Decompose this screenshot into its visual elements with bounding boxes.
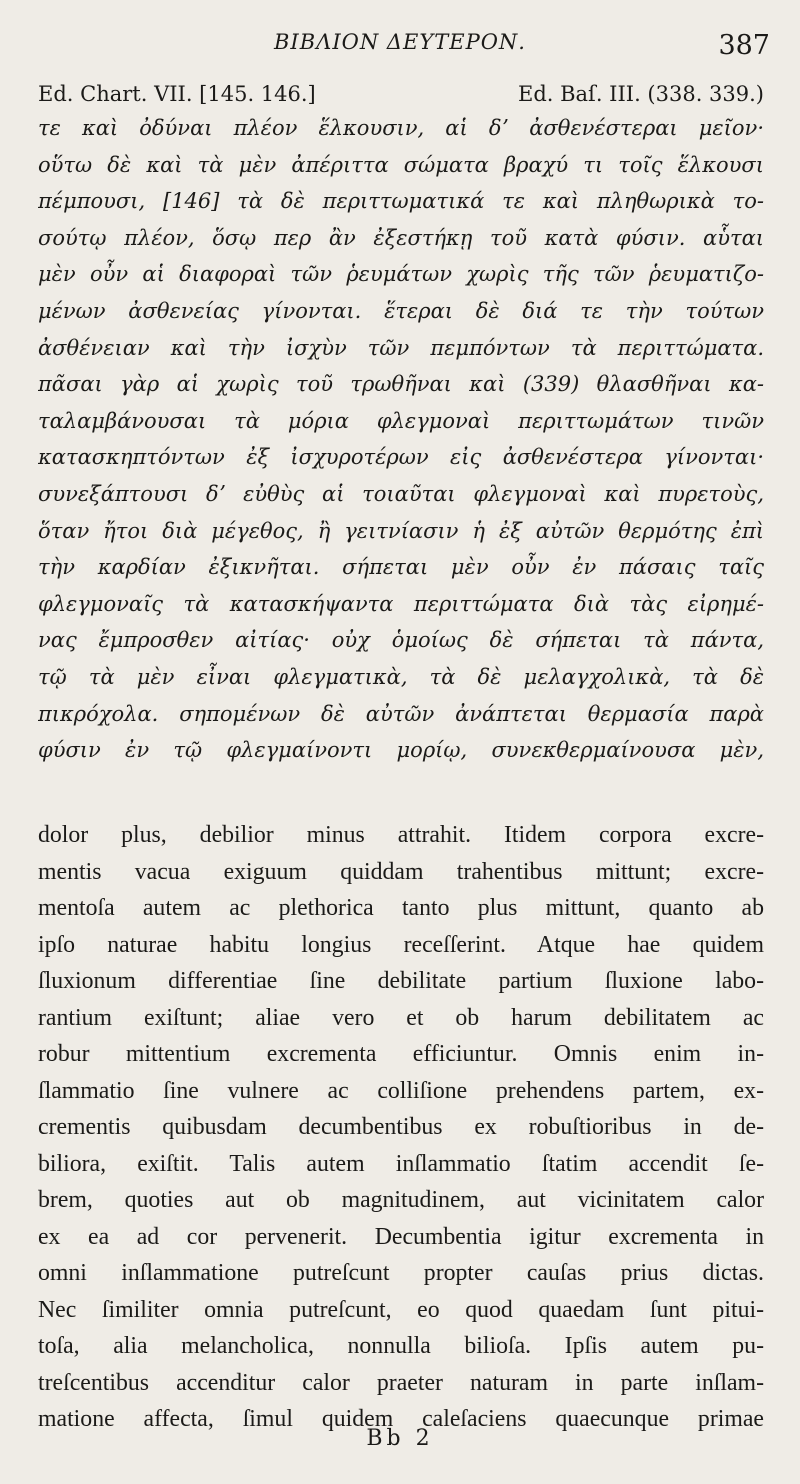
greek-line: κατασκηπτόντων ἐξ ἰσχυροτέρων εἰς ἀσθενέστερα γίνονται· [38,445,764,470]
latin-line: ſluxionum differentiae ſine debilitate partium ſluxione labo- [38,968,764,994]
latin-line: ex ea ad cor pervenerit. Decumbentia igitur excrementa in [38,1223,764,1250]
greek-line: οὕτω δὲ καὶ τὰ μὲν ἀπέριττα σώματα βραχύ τι τοῖς ἕλκουσι [38,152,764,177]
edition-references [38,82,764,110]
latin-line: toſa, alia melancholica, nonnulla bilioſa. Ipſis autem pu- [38,1333,764,1359]
greek-line: σούτῳ πλέον, ὅσῳ περ ἂν ἐξεστήκῃ τοῦ κατὰ φύσιν. αὗται [38,225,764,250]
greek-line: τε καὶ ὀδύναι πλέον ἕλκουσιν, αἱ δʼ ἀσθενέστεραι μεῖον· [38,116,764,140]
latin-line: crementis quibusdam decumbentibus ex robuſtioribus in de- [38,1114,764,1140]
latin-line: ſlammatio ſine vulnere ac colliſione prehendens partem, ex- [38,1077,764,1104]
latin-line: ipſo naturae habitu longius receſſerint. Atque hae quidem [38,931,764,958]
running-title: ΒΙΒΛΙΟΝ ΔΕΥΤΕΡΟΝ. [274,30,526,54]
signature-mark: Bb 2 [366,1426,434,1451]
latin-line: mentoſa autem ac plethorica tanto plus mittunt, quanto ab [38,895,764,921]
greek-line: τὴν καρδίαν ἐξικνῆται. σήπεται μὲν οὖν ἐν πάσαις ταῖς [38,555,764,580]
greek-line: ταλαμβάνουσαι τὰ μόρια φλεγμοναὶ περιττωμάτων τινῶν [38,408,764,433]
greek-line: πᾶσαι γὰρ αἱ χωρὶς τοῦ τρωθῆναι καὶ (339) θλασθῆναι κα- [38,372,764,397]
greek-line: συνεξάπτουσι δʼ εὐθὺς αἱ τοιαῦται φλεγμοναὶ καὶ πυρετοὺς, [38,481,764,506]
edition-basel-reference: Ed. Baſ. III. (338. 339.) [517,82,764,106]
latin-line: robur mittentium excrementa efficiuntur. Omnis enim in- [38,1041,764,1067]
latin-line: Nec ſimiliter omnia putreſcunt, eo quod quaedam ſunt pitui- [38,1296,764,1323]
latin-line: omni inſlammatione putreſcunt propter cauſas prius dictas. [38,1260,764,1286]
greek-line: πέμπουσι, [146] τὰ δὲ περιττωματικά τε καὶ πληθωρικὰ το- [38,189,764,214]
greek-line: φύσιν ἐν τῷ φλεγμαίνοντι μορίῳ, συνεκθερμαίνουσα μὲν, [38,738,764,763]
latin-line: brem, quoties aut ob magnitudinem, aut vicinitatem calor [38,1187,764,1213]
greek-line: μὲν οὖν αἱ διαφοραὶ τῶν ῥευμάτων χωρὶς τῆς τῶν ῥευματιζο- [38,262,764,287]
page-number: 387 [718,30,770,61]
greek-line: νας ἔμπροσθεν αἰτίας· οὐχ ὁμοίως δὲ σήπεται τὰ πάντα, [38,628,764,653]
greek-line: πικρόχολα. σηπομένων δὲ αὐτῶν ἀνάπτεται θερμασία παρὰ [38,701,764,726]
latin-line: biliora, exiſtit. Talis autem inſlammatio ſtatim accendit ſe- [38,1150,764,1177]
greek-line: ὅταν ἤτοι διὰ μέγεθος, ἢ γειτνίασιν ἡ ἐξ αὐτῶν θερμότης ἐπὶ [38,518,764,543]
latin-text-block [38,817,764,1438]
latin-line: mentis vacua exiguum quiddam trahentibus mittunt; excre- [38,858,764,885]
edition-chart-reference: Ed. Chart. VII. [145. 146.] [38,82,316,106]
greek-line: ἀσθένειαν καὶ τὴν ἰσχὺν τῶν πεμπόντων τὰ περιττώματα. [38,335,764,360]
latin-line: dolor plus, debilior minus attrahit. Itidem corpora excre- [38,822,764,848]
greek-text-block [38,110,764,769]
greek-line: φλεγμοναῖς τὰ κατασκήψαντα περιττώματα διὰ τὰς εἰρημέ- [38,591,764,616]
greek-line: μένων ἀσθενείας γίνονται. ἕτεραι δὲ διά τε τὴν τούτων [38,298,764,323]
latin-line: matione affecta, ſimul quidem caleſaciens quaecunque primae [38,1406,764,1432]
greek-line: τῷ τὰ μὲν εἶναι φλεγματικὰ, τὰ δὲ μελαγχολικὰ, τὰ δὲ [38,664,764,689]
latin-line: treſcentibus accenditur calor praeter naturam in parte inſlam- [38,1369,764,1396]
latin-line: rantium exiſtunt; aliae vero et ob harum debilitatem ac [38,1004,764,1031]
